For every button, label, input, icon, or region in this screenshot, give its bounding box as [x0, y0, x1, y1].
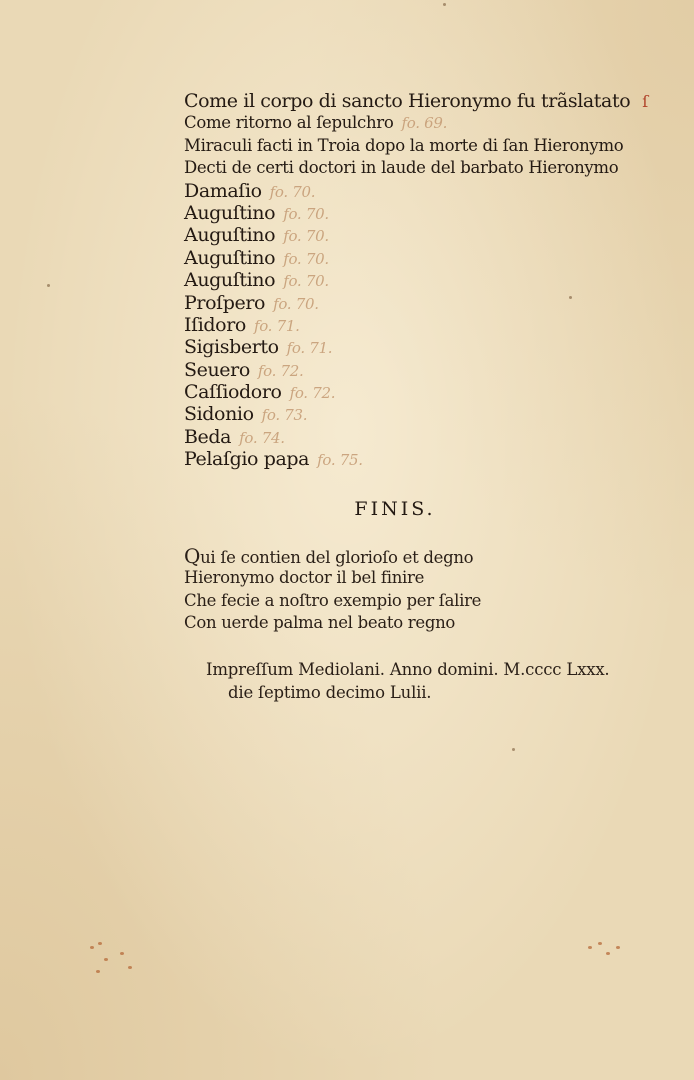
toc-entry — [184, 336, 654, 358]
toc-entry — [184, 90, 654, 112]
toc-entry — [184, 180, 654, 202]
toc-entry-title: Auguſtino — [184, 246, 276, 269]
toc-entry — [184, 224, 654, 246]
closing-verse — [184, 545, 481, 634]
toc-entry-folio: fo. 72. — [289, 384, 336, 403]
toc-entry-folio: fo. 74. — [239, 428, 285, 447]
toc-entry — [184, 448, 654, 470]
toc-entry-title: Auguſtino — [184, 224, 276, 247]
toc-entry-title: Decti de certi doctori in laude del barbato Hieronymo — [184, 158, 619, 178]
verse-text: Che fecie a noſtro exempio per ſalire — [184, 590, 482, 610]
toc-entry-title: Miraculi facti in Troia dopo la morte di ſan Hieronymo — [184, 135, 624, 155]
toc-entry — [184, 157, 654, 179]
toc-entry-folio: fo. 70. — [283, 272, 329, 291]
toc-entry-folio: fo. 73. — [261, 406, 308, 425]
toc-entry-folio: fo. 70. — [283, 227, 329, 246]
toc-entry-title: Caſſiodoro — [184, 381, 282, 404]
toc-entry-folio: fo. 70. — [269, 182, 316, 201]
toc-entry — [184, 426, 654, 448]
toc-entry — [184, 359, 654, 381]
ink-specks — [90, 940, 140, 980]
verse-initial: Q — [184, 544, 201, 568]
colophon — [206, 658, 609, 704]
paper-blemish — [569, 296, 572, 299]
toc-entry-title: Proſpero — [184, 291, 266, 314]
toc-entry-title: Beda — [184, 425, 232, 448]
verse-text: Hieronymo doctor il bel finire — [184, 568, 425, 588]
toc-entry-title: Auguſtino — [184, 201, 276, 224]
toc-entry — [184, 202, 654, 224]
toc-entry — [184, 403, 654, 425]
toc-entry — [184, 269, 654, 291]
colophon-line: die ſeptimo decimo Lulii. — [228, 683, 432, 702]
toc-entry — [184, 135, 654, 157]
toc-entry-folio: fo. 71. — [286, 339, 333, 358]
toc-entry-title: Sigisberto — [184, 336, 279, 359]
verse-line — [184, 590, 481, 612]
colophon-line: Impreſſum Mediolani. Anno domini. M.cccc Lxxx. — [206, 660, 610, 679]
toc-entry-title: Come il corpo di sancto Hieronymo fu trãslatato — [184, 90, 631, 112]
toc-entry — [184, 314, 654, 336]
toc-entry-folio: fo. 72. — [257, 361, 304, 380]
toc-entry-title: Sidonio — [184, 403, 254, 426]
toc-entry-folio: fo. 70. — [283, 249, 329, 268]
ink-specks — [588, 938, 628, 968]
paper-blemish — [443, 3, 446, 6]
toc-entry-folio: fo. 71. — [253, 316, 300, 335]
paper-blemish — [512, 748, 515, 751]
verse-text: Con uerde palma nel beato regno — [184, 612, 456, 632]
toc-entry-folio: fo. 70. — [273, 294, 319, 313]
toc-entry-title: Damaſio — [184, 179, 262, 202]
toc-entry — [184, 247, 654, 269]
toc-entry — [184, 292, 654, 314]
toc-entry-folio: fo. 70. — [283, 204, 329, 223]
toc-entry-title: Pelaſgio papa — [184, 448, 310, 471]
verse-line — [184, 567, 481, 589]
verse-text: ui ſe contien del glorioſo et degno — [200, 548, 474, 567]
toc-entry-title: Come ritorno al ſepulchro — [184, 113, 394, 133]
toc-entry-title: Auguſtino — [184, 269, 276, 292]
toc-entry-title: Seuero — [184, 358, 250, 381]
toc-entry-folio: fo. 75. — [317, 451, 363, 470]
table-of-contents — [184, 90, 654, 471]
toc-entry-title: Iſidoro — [184, 313, 246, 336]
toc-entry — [184, 381, 654, 403]
finis-heading: FINIS. — [354, 498, 436, 520]
toc-entry — [184, 112, 654, 134]
verse-line — [184, 545, 481, 567]
paper-blemish — [47, 284, 50, 287]
manuscript-mark: ſ — [642, 92, 648, 111]
toc-entry-folio: fo. 69. — [401, 114, 448, 133]
verse-line — [184, 612, 481, 634]
